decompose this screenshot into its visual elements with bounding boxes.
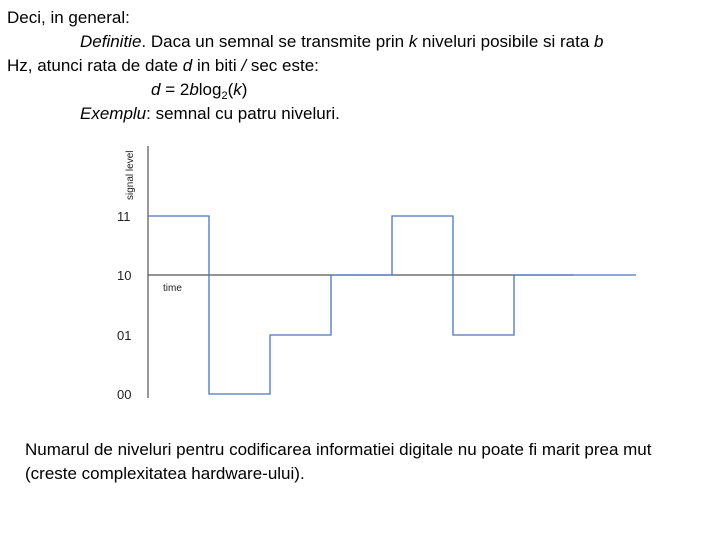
formula-close: ) [241,80,248,99]
tick-label-01: 01 [117,328,132,343]
bottom-note: Numarul de niveluri pentru codificarea informatiei digitale nu poate fi marit prea mut (creste complexitatea hardware-ului). [25,440,652,483]
formula-sub: 2 [221,90,228,102]
intro-line: Deci, in general: [7,8,130,27]
definition-text: . Daca un semnal se transmite prin [141,32,409,51]
example-text: : semnal cu patru niveluri. [146,104,340,123]
definition-label: Definitie [80,32,142,51]
chart-layer [117,146,636,402]
definition-text-2: niveluri posibile si rata [417,32,595,51]
tick-label-11: 11 [117,209,131,224]
tick-label-10: 10 [117,268,132,283]
formula-open: ( [227,80,234,99]
formula-b: b [189,80,199,99]
formula-k: k [233,80,242,99]
slash: / [241,56,247,75]
formula-d: d [151,80,161,99]
var-d: d [182,56,193,75]
y-axis-label: signal level [125,150,136,200]
line3-text-2: in biti [192,56,242,75]
x-axis-label: time [163,283,182,294]
var-b: b [594,32,604,51]
tick-label-00: 00 [117,387,132,402]
formula-log: log [198,80,222,99]
example-label: Exemplu [80,104,147,123]
line3-text: Hz, atunci rata de date [7,56,183,75]
var-k: k [408,32,418,51]
formula-eq: = 2 [160,80,190,99]
signal-series-line [148,216,636,394]
line3-text-3: sec este: [246,56,319,75]
